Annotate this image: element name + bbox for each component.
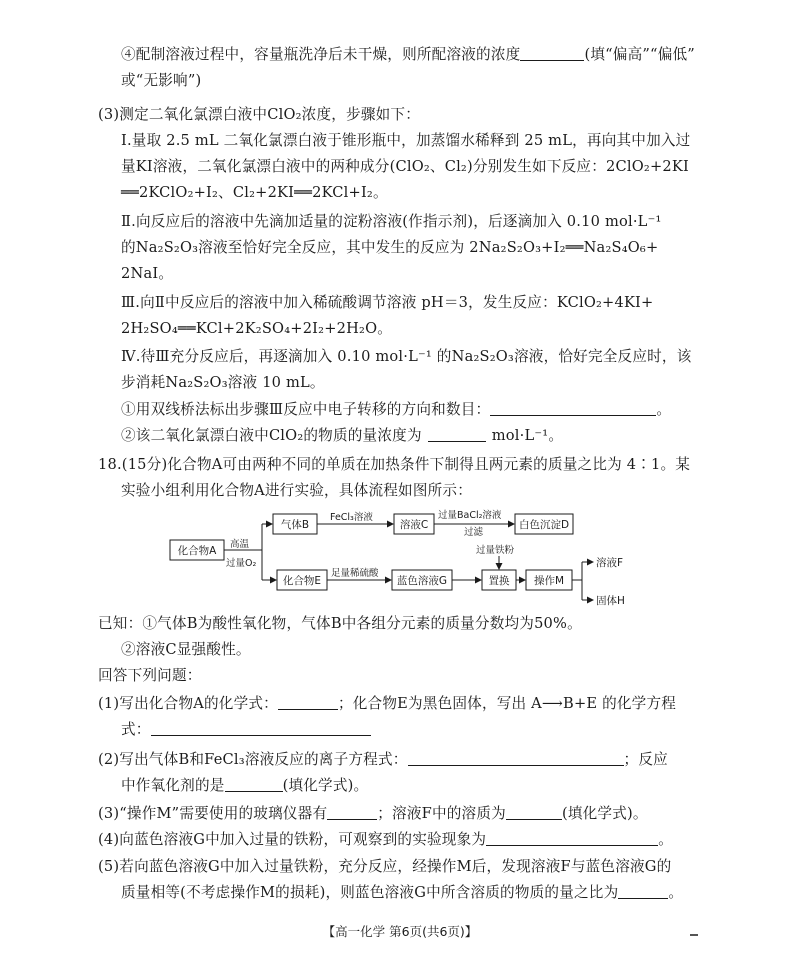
q18-part1-line2-text: 式： xyxy=(121,721,151,738)
q18-part4 xyxy=(98,830,673,850)
node-gas-b xyxy=(273,514,317,534)
q17-step1-line2: 量KI溶液，二氧化氯漂白液中的两种成分(ClO₂、Cl₂)分别发生如下反应：2ClO₂+2KI xyxy=(121,158,689,175)
page-footer: 【高一化学 第6页(共6页)】 xyxy=(322,924,478,939)
scan-mark xyxy=(690,934,698,936)
answer-blank[interactable] xyxy=(506,805,562,820)
answer-blank[interactable] xyxy=(486,831,658,846)
q18-part4-end: 。 xyxy=(658,831,673,848)
q18-part5-line1: (5)若向蓝色溶液G中加入过量铁粉，充分反应，经操作M后，发现溶液F与蓝色溶液G的 xyxy=(98,858,672,875)
q17-step3-line2: 2H₂SO₄══KCl+2K₂SO₄+2I₂+2H₂O。 xyxy=(121,320,393,337)
label-bacl2: 过量BaCl₂溶液 xyxy=(438,510,502,521)
answer-blank[interactable] xyxy=(225,777,283,792)
q18-part2-text: (2)写出气体B和FeCl₃溶液反应的离子方程式： xyxy=(98,751,408,768)
answer-blank[interactable] xyxy=(278,695,338,710)
q18-header-line2: 实验小组利用化合物A进行实验，具体流程如图所示： xyxy=(121,482,472,499)
answer-blank[interactable] xyxy=(618,884,668,899)
q17-sub2-unit: mol·L⁻¹。 xyxy=(491,427,564,444)
q17-step4-line1: Ⅳ.待Ⅲ充分反应后，再逐滴加入 0.10 mol·L⁻¹ 的Na₂S₂O₃溶液，恰好完全反应时，该 xyxy=(121,348,692,365)
q18-answer-prompt: 回答下列问题： xyxy=(98,667,202,684)
node-replacement xyxy=(482,570,516,590)
label-sulfuric-acid: 足量稀硫酸 xyxy=(331,568,379,579)
q17-item4-line2: 或“无影响”) xyxy=(121,72,202,89)
q17-step2-line1: Ⅱ.向反应后的溶液中先滴加适量的淀粉溶液(作指示剂)，后逐滴加入 0.10 mol·L⁻¹ xyxy=(121,213,662,230)
q17-item4-hint: (填“偏高”“偏低” xyxy=(584,46,695,63)
q17-sub1-end: 。 xyxy=(656,401,672,418)
node-compound-a xyxy=(170,540,224,560)
answer-blank[interactable] xyxy=(151,721,371,736)
q17-step1-line3: ══2KClO₂+I₂、Cl₂+2KI══2KCl+I₂。 xyxy=(121,184,388,201)
q18-part1-line2 xyxy=(121,720,371,740)
q18-part5-text: 质量相等(不考虑操作M的损耗)，则蓝色溶液G中所含溶质的物质的量之比为 xyxy=(121,884,619,901)
q17-step4-line2: 步消耗Na₂S₂O₃溶液 10 mL。 xyxy=(121,374,325,391)
node-gas-b-label: 气体B xyxy=(280,519,310,531)
q18-known-line1: 已知：①气体B为酸性氧化物，气体B中各组分元素的质量分数均为50%。 xyxy=(98,615,582,632)
q18-known-line2: ②溶液C显强酸性。 xyxy=(121,641,251,658)
label-heat: 高温 xyxy=(230,539,250,550)
q17-sub2-text: ②该二氧化氯漂白液中ClO₂的物质的量浓度为 xyxy=(121,427,422,444)
answer-blank[interactable] xyxy=(327,805,377,820)
node-compound-e xyxy=(277,570,327,590)
q18-part1-line1 xyxy=(98,694,676,714)
q18-part3-text: (3)“操作M”需要使用的玻璃仪器有 xyxy=(98,805,328,822)
output-solution-f: 溶液F xyxy=(596,557,624,569)
q18-part2-line1 xyxy=(98,750,668,770)
node-compound-e-label: 化合物E xyxy=(282,575,322,587)
q18-part2-text-2: ；反应 xyxy=(623,751,668,768)
label-excess-o2: 过量O₂ xyxy=(226,558,257,569)
q18-part2-line2-text: 中作氧化剂的是 xyxy=(121,777,225,794)
q18-part1-text-2: ；化合物E为黑色固体，写出 A⟶B+E 的化学方程 xyxy=(337,695,677,712)
q18-part1-text: (1)写出化合物A的化学式： xyxy=(98,695,278,712)
node-operation-m xyxy=(526,570,572,590)
node-d-label: 白色沉淀D xyxy=(518,519,570,531)
node-blue-solution-g xyxy=(392,570,452,590)
q18-part5-line2 xyxy=(121,883,683,903)
q17-item4-text: ④配制溶液过程中，容量瓶洗净后未干燥，则所配溶液的浓度 xyxy=(121,46,521,63)
node-white-precipitate-d xyxy=(515,514,573,534)
q18-part5-end: 。 xyxy=(668,884,684,901)
node-solution-c-label: 溶液C xyxy=(399,519,429,531)
q18-part2-hint: (填化学式)。 xyxy=(282,777,369,794)
output-solid-h: 固体H xyxy=(596,595,625,607)
q17-step1-line1: Ⅰ.量取 2.5 mL 二氧化氯漂白液于锥形瓶中，加蒸馏水稀释到 25 mL，再向其中加入过 xyxy=(121,132,691,149)
label-filter: 过滤 xyxy=(464,527,484,538)
q18-part3 xyxy=(98,804,648,824)
q17-step2-line2: 的Na₂S₂O₃溶液至恰好完全反应，其中发生的反应为 2Na₂S₂O₃+I₂══Na₂S₄O₆+ xyxy=(121,239,659,256)
node-g-label: 蓝色溶液G xyxy=(396,575,448,587)
q17-step3-line1: Ⅲ.向Ⅱ中反应后的溶液中加入稀硫酸调节溶液 pH＝3，发生反应：KClO₂+4KI+ xyxy=(121,294,654,311)
q18-part3-text-2: ；溶液F中的溶质为 xyxy=(377,805,506,822)
q18-header-line1: 18.(15分)化合物A可由两种不同的单质在加热条件下制得且两元素的质量之比为 4∶1。某 xyxy=(98,456,691,473)
q18-part3-hint: (填化学式)。 xyxy=(561,805,648,822)
node-operation-m-label: 操作M xyxy=(533,575,565,587)
answer-blank[interactable] xyxy=(408,751,624,766)
q18-part2-line2 xyxy=(121,776,368,796)
q17-sub1-text: ①用双线桥法标出步骤Ⅲ反应中电子转移的方向和数目： xyxy=(121,401,491,418)
node-solution-c xyxy=(394,514,434,534)
q17-step2-line3: 2NaI。 xyxy=(121,265,174,282)
label-iron-powder: 过量铁粉 xyxy=(476,545,515,556)
node-compound-a-label: 化合物A xyxy=(177,545,217,557)
q17-part3-title: (3)测定二氧化氯漂白液中ClO₂浓度，步骤如下： xyxy=(98,106,421,123)
node-replacement-label: 置换 xyxy=(488,575,510,587)
q18-part4-text: (4)向蓝色溶液G中加入过量的铁粉，可观察到的实验现象为 xyxy=(98,831,487,848)
label-fecl3: FeCl₃溶液 xyxy=(330,512,373,523)
